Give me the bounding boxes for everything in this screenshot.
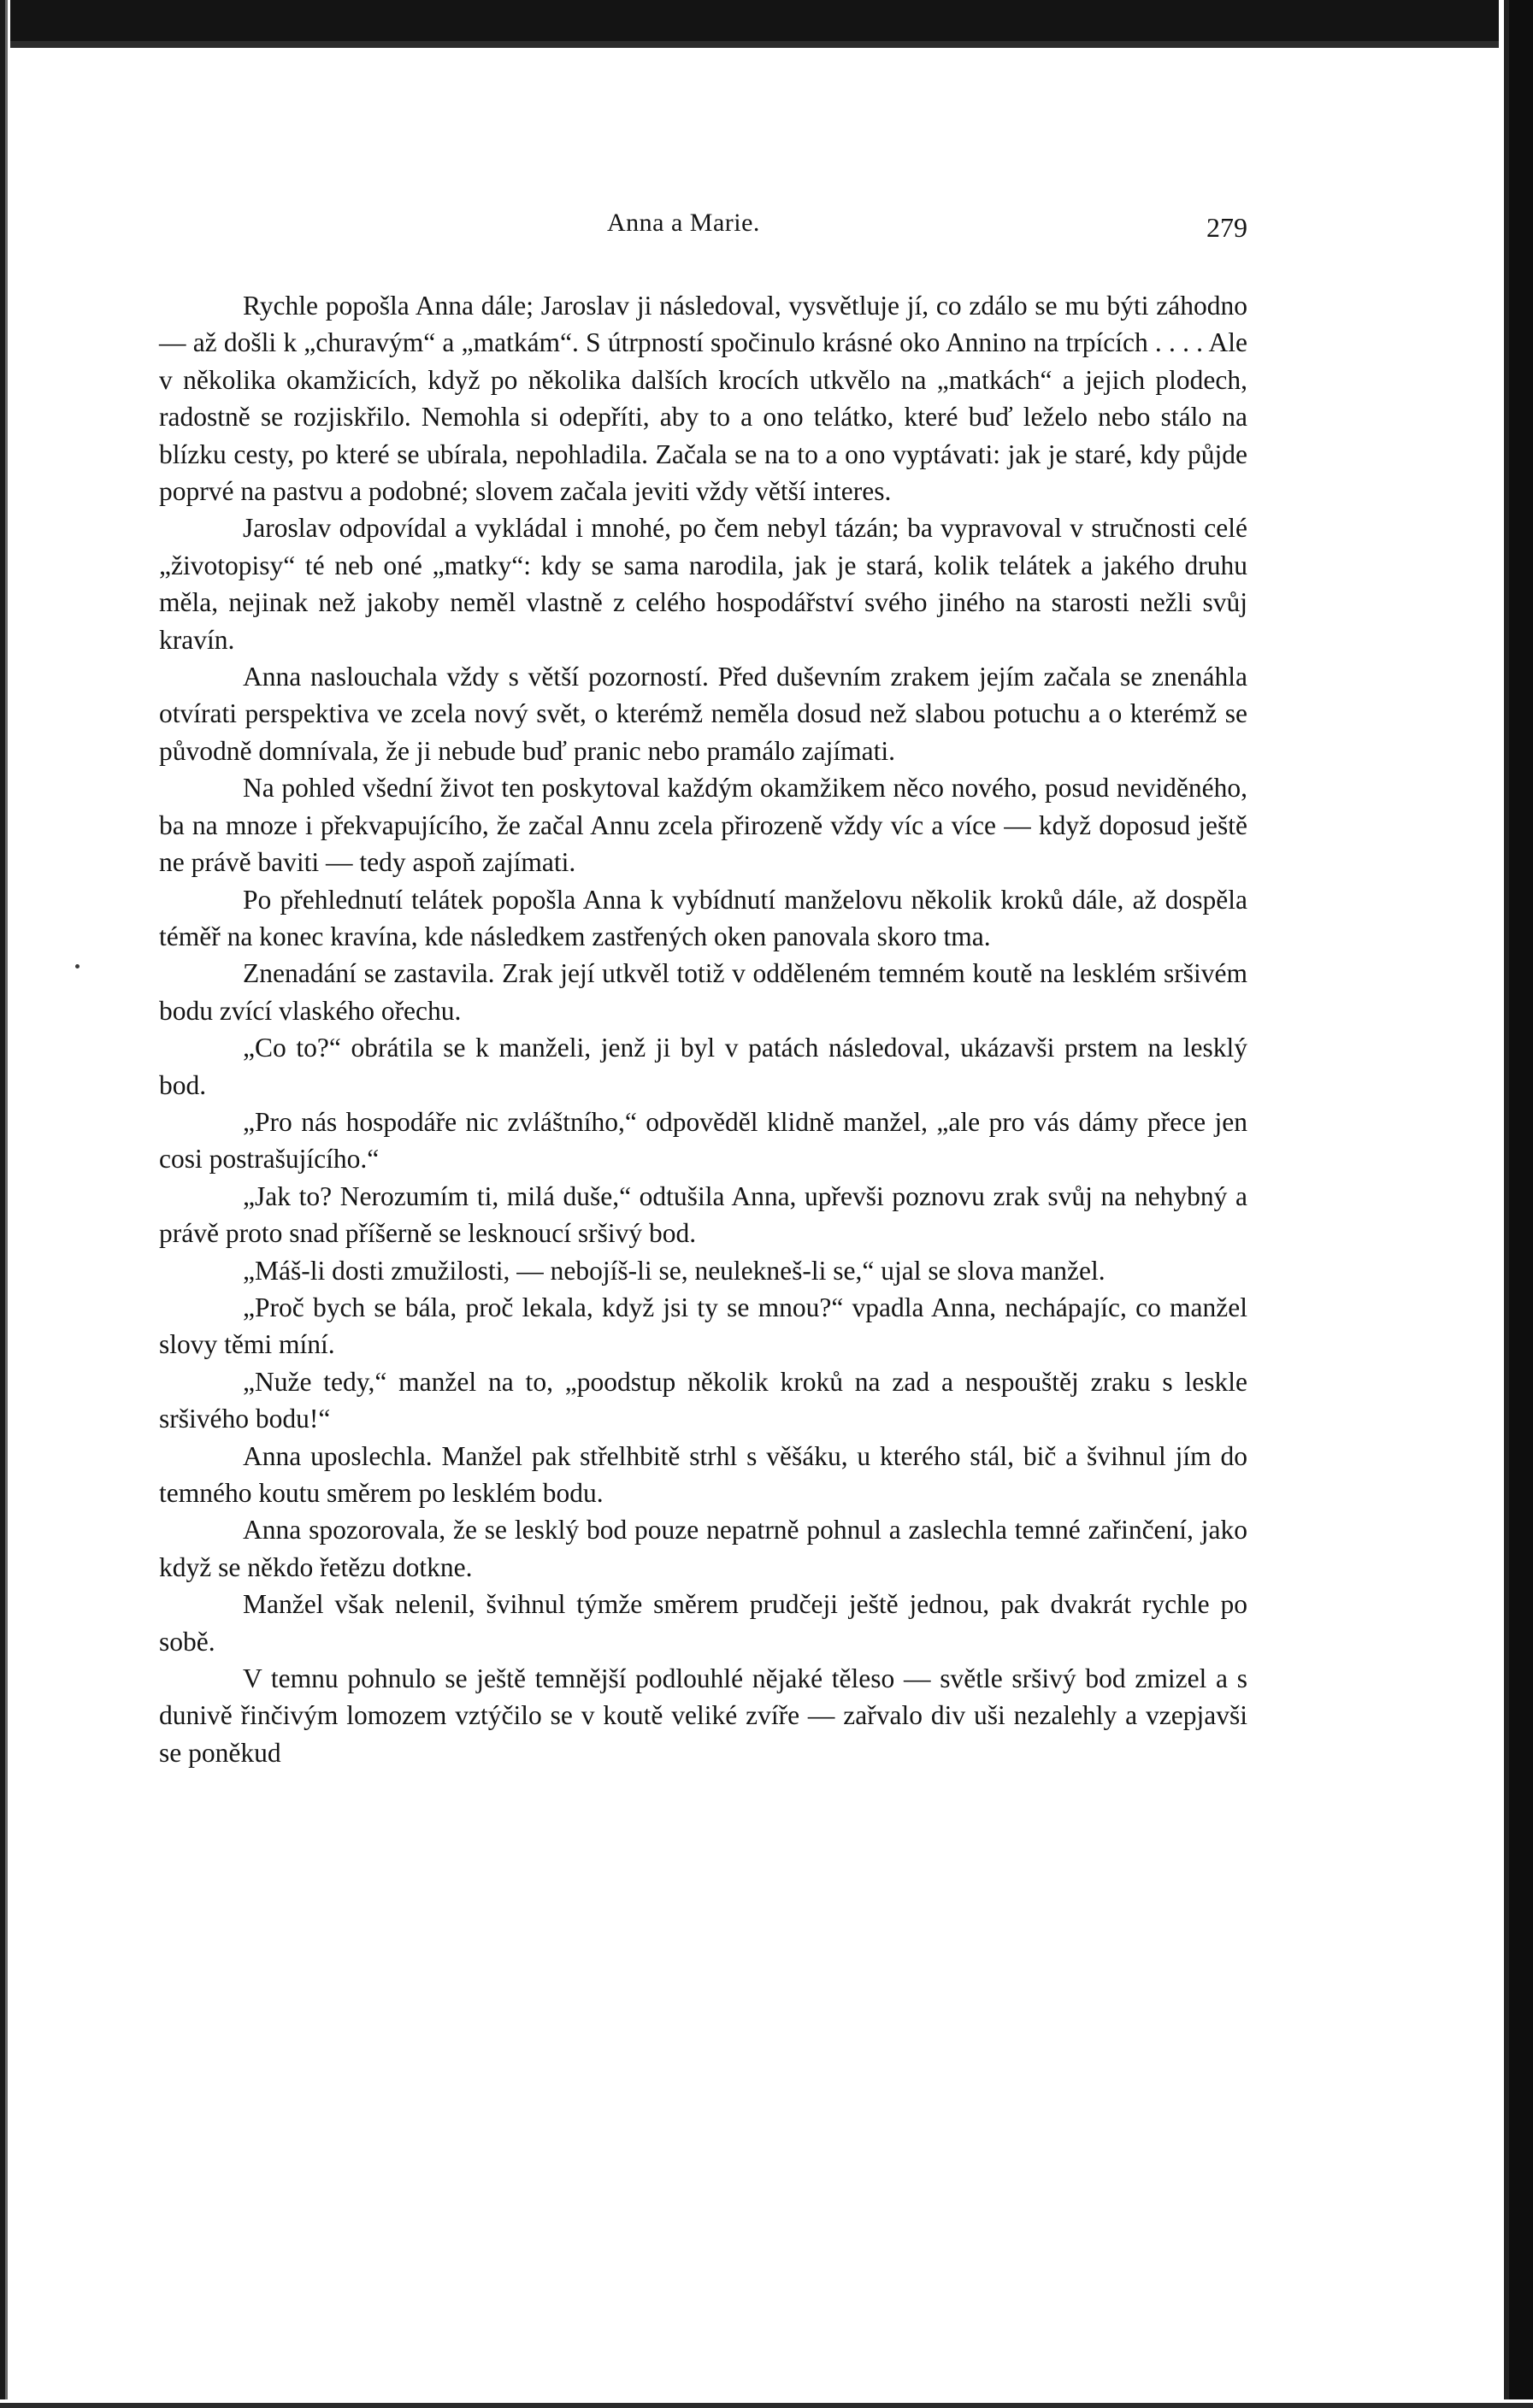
paragraph-5: Po přehlednutí telátek popošla Anna k vybídnutí manželovu několik kroků dále, až dospěla téměř na konec kravína, kde následkem zastřených oken panovala skoro tma. (159, 884, 1247, 951)
paragraph-3: Anna naslouchala vždy s větší pozorností. Před duševním zrakem jejím začala se znenáhla otvírati perspektiva ve zcela nový svět, o kterémž neměla dosud než slabou potuchu a o kterémž se původně domnívala, že ji nebude buď pranic nebo pramálo zajímati. (159, 662, 1247, 766)
paragraph-13: Anna uposlechla. Manžel pak střelhbitě strhl s věšáku, u kterého stál, bič a švihnul jím do temného koutu směrem po lesklém bodu. (159, 1440, 1247, 1508)
running-head (159, 209, 1247, 250)
paragraph-11: „Proč bych se bála, proč lekala, když jsi ty se mnou?“ vpadla Anna, nechápajíc, co manžel slovy těmi míní. (159, 1292, 1247, 1360)
body-text (159, 287, 1247, 1771)
paragraph-14: Anna spozorovala, že se lesklý bod pouze nepatrně pohnul a zaslechla temné zařinčení, jako když se někdo řetězu dotkne. (159, 1515, 1247, 1582)
book-page (159, 209, 1247, 1771)
paragraph-16: V temnu pohnulo se ještě temnější podlouhlé nějaké těleso — světle sršivý bod zmizel a s dunivě řinčivým lomozem vztýčilo se v koutě veliké zvíře — zařvalo div uši nezalehly a vzepjavši se poněkud (159, 1663, 1247, 1768)
paragraph-4: Na pohled všední život ten poskytoval každým okamžikem něco nového, posud neviděného, ba na mnoze i překvapujícího, že začal Annu zcela přirozeně vždy víc a více — když doposud ještě ne právě baviti — tedy aspoň zajímati. (159, 773, 1247, 878)
scan-border-left (0, 0, 10, 2408)
page-number: 279 (1206, 212, 1247, 243)
paragraph-15: Manžel však nelenil, švihnul týmže směrem prudčeji ještě jednou, pak dvakrát rychle po sobě. (159, 1589, 1247, 1657)
paragraph-7: „Co to?“ obrátila se k manželi, jenž ji byl v patách následoval, ukázavši prstem na lesklý bod. (159, 1033, 1247, 1100)
paragraph-1: Rychle popošla Anna dále; Jaroslav ji následoval, vysvětluje jí, co zdálo se mu býti záhodno — až došli k „churavým“ a „matkám“. S útrpností spočinulo krásné oko Annino na trpících . . . . Ale v několika okamžicích, když po několika dalších krocích utkvělo na „matkách“ a jejich plodech, radostně se rozjiskřilo. Nemohla si odepříti, aby to a ono telátko, které buď leželo nebo stálo na blízku cesty, po které se ubírala, nepohladila. Začala se na to a ono vyptávati: jak je staré, kdy půjde poprvé na pastvu a podobné; slovem začala jeviti vždy větší interes. (159, 291, 1247, 507)
paragraph-6: Znenadání se zastavila. Zrak její utkvěl totiž v odděleném temném koutě na lesklém sršivém bodu zvící vlaského ořechu. (159, 958, 1247, 1026)
stray-ink-dot (75, 964, 80, 968)
paragraph-8: „Pro nás hospodáře nic zvláštního,“ odpověděl klidně manžel, „ale pro vás dámy přece jen cosi postrašujícího.“ (159, 1106, 1247, 1175)
paragraph-10: „Máš-li dosti zmužilosti, — nebojíš-li se, neulekneš-li se,“ ujal se slova manžel. (243, 1255, 1106, 1286)
paragraph-12: „Nuže tedy,“ manžel na to, „poodstup několik kroků na zad a nespouštěj zraku s leskle sršivého bodu!“ (159, 1366, 1247, 1434)
scan-border-right (1499, 0, 1533, 2408)
running-title: Anna a Marie. (607, 209, 760, 237)
paragraph-9: „Jak to? Nerozumím ti, milá duše,“ odtušila Anna, upřevši poznovu zrak svůj na nehybný a právě proto snad příšerně se lesknoucí sršivý bod. (159, 1180, 1247, 1249)
paragraph-2: Jaroslav odpovídal a vykládal i mnohé, po čem nebyl tázán; ba vypravoval v stručnosti celé „životopisy“ té neb oné „matky“: kdy se sama narodila, jak je stará, kolik telátek a jakého druhu měla, nejinak než jakoby neměl vlastně z celého hospodářství svého jiného na starosti nežli svůj kravín. (159, 513, 1247, 655)
scan-border-top (0, 0, 1533, 53)
scan-border-bottom (0, 2399, 1533, 2408)
